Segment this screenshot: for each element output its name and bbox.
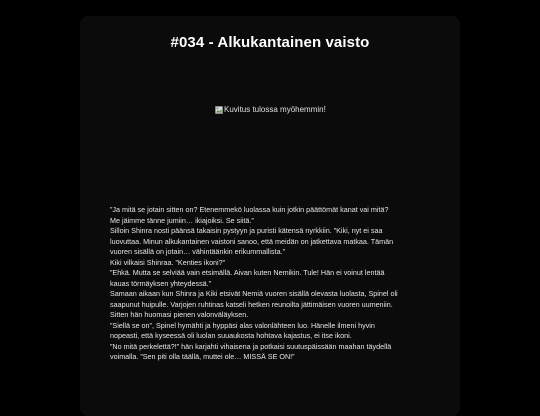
broken-image-icon xyxy=(215,106,223,114)
story-text xyxy=(110,205,428,363)
paragraph: ”Ja mitä se jotain sitten on? Etenemmekö luolassa kuin jotkin päättömät kanat vai mitä? Me jäimme tänne jumiin… ikiajoiksi. Se siitä.” xyxy=(110,205,389,225)
paragraph: ”Ehkä. Mutta se selviää vain etsimällä. Aivan kuten Nemikin. Tule! Hän ei voinut lentää kauas törmäyksen yhteydessä.” xyxy=(110,268,385,288)
image-alt-text: Kuvitus tulossa myöhemmin! xyxy=(224,105,326,114)
paragraph: ”Siellä se on”, Spinel hymähti ja hyppäsi alas valonlähteen luo. Hänelle ilmeni hyvin nopeasti, että kyseessä oli luolan suuaukosta hohtava kajastus, ei itse ikoni. xyxy=(110,320,375,340)
paragraph: Silloin Shinra nosti päänsä takaisin pystyyn ja puristi kätensä nyrkkiin. ”Kiki, nyt ei saa luovuttaa. Minun alkukantainen vaistoni sanoo, että meidän on jatkettava matkaa. Tämän vuoren sisällä on jotain… vähintäänkin erikummallista.” xyxy=(110,226,394,256)
paragraph: ”No mitä perkelettä?!” hän karjahti vihaisena ja potkaisi suutuspäissään maahan täydellä voimalla. ”Sen piti olla täällä, muttei ole… MISSÄ SE ON!” xyxy=(110,341,392,361)
illustration-placeholder xyxy=(215,105,326,114)
page-title: #034 - Alkukantainen vaisto xyxy=(170,34,370,51)
paragraph: Kiki vilkaisi Shinraa. ”Kenties ikoni?” xyxy=(110,257,226,267)
paragraph: Samaan aikaan kun Shinra ja Kiki etsivät Nemiä vuoren sisällä olevasta luolasta, Spinel oli saapunut huipulle. Varjojen ruhtinas katseli hetken reunoilta jättimäisen vuoren uumeniin. Sitten hän huomasi pienen valonväläyksen. xyxy=(110,289,398,319)
